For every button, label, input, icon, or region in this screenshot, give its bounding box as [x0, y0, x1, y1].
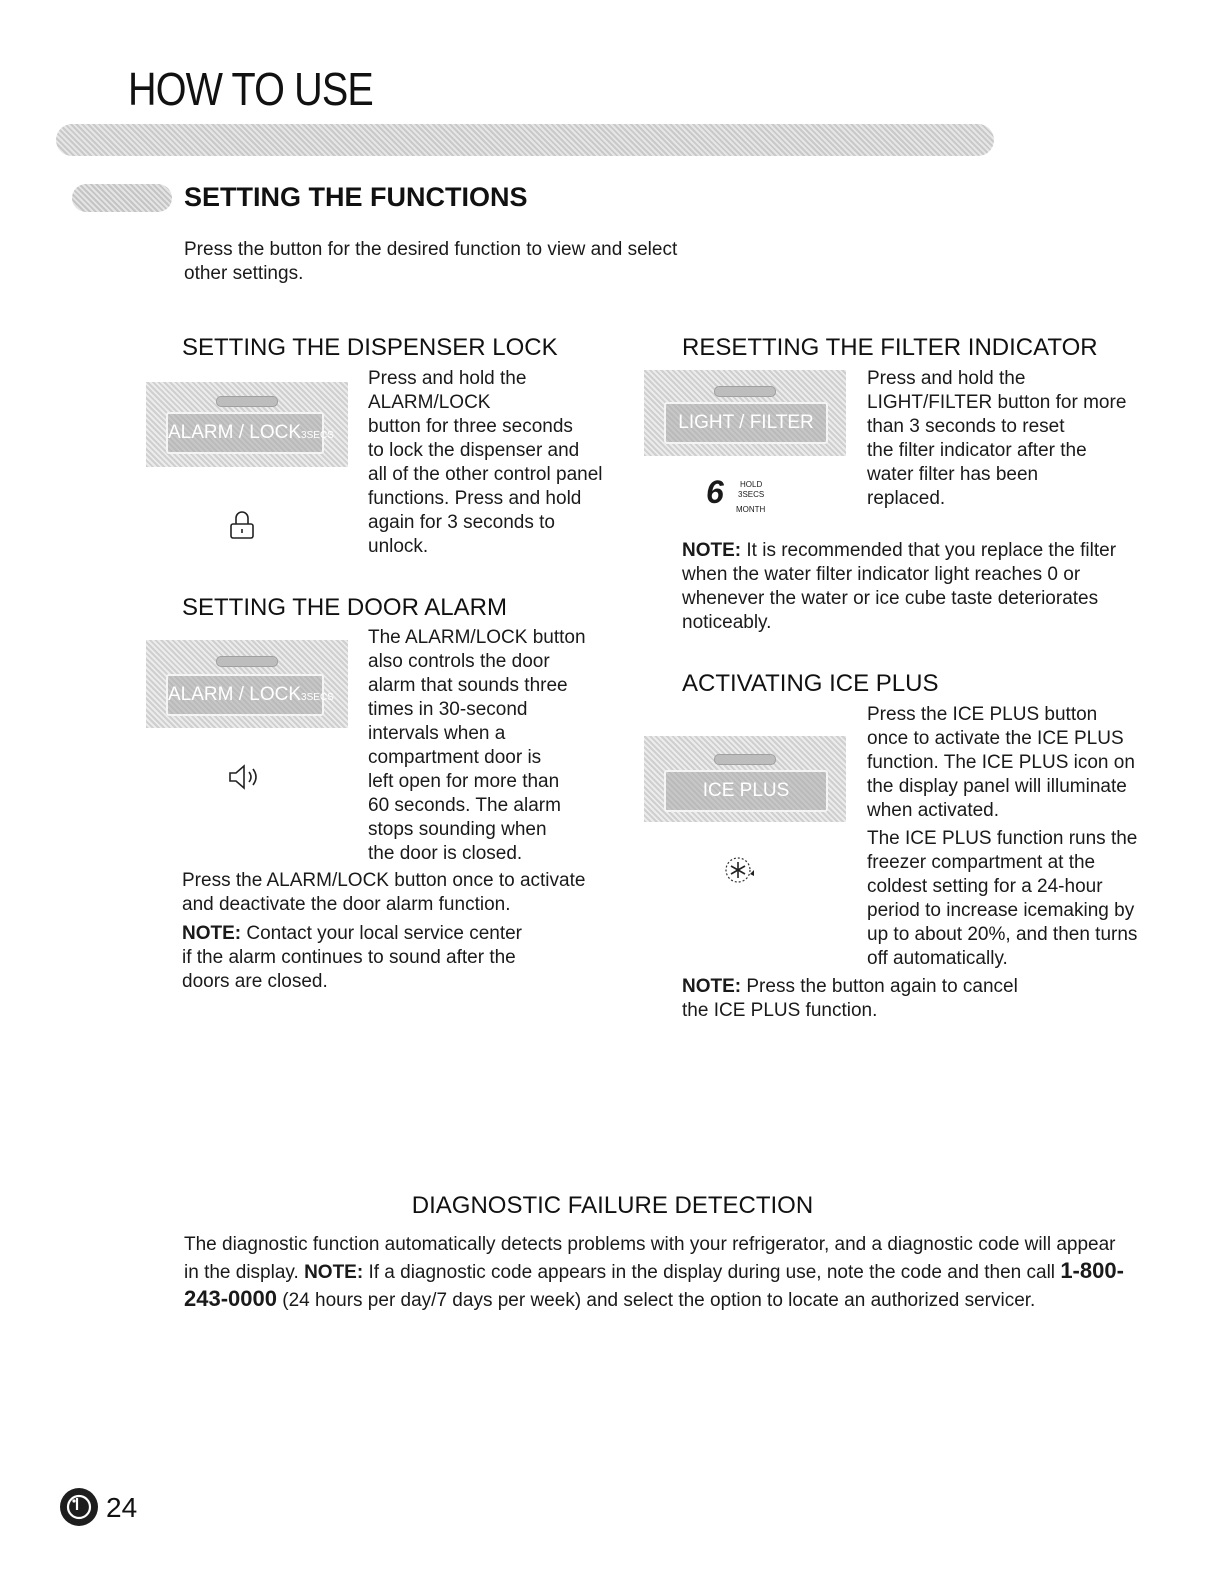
text-line: coldest setting for a 24-hour [867, 876, 1103, 897]
lock-icon [228, 508, 256, 542]
dispenser-lock-heading: SETTING THE DISPENSER LOCK [182, 334, 558, 361]
text-line: if the alarm continues to sound after the [182, 947, 516, 968]
text-line: also controls the door [368, 651, 550, 672]
dispenser-lock-panel [146, 382, 348, 467]
door-alarm-panel [146, 640, 348, 728]
ice-plus-panel [644, 736, 846, 822]
text-line: off automatically. [867, 948, 1008, 969]
note-label: NOTE: [682, 976, 742, 997]
text-line: Press the ALARM/LOCK button once to activate [182, 870, 586, 891]
alarm-lock-button: ALARM / LOCK3SECS [166, 674, 324, 716]
text-line [682, 539, 1162, 563]
text-line: function. The ICE PLUS icon on [867, 752, 1135, 773]
text-line: replaced. [867, 488, 946, 509]
text-line: functions. Press and hold [368, 488, 582, 509]
text-line: left open for more than [368, 771, 560, 792]
ice-plus-description [867, 703, 1167, 823]
indicator-light [216, 656, 278, 667]
ice-plus-details [867, 827, 1167, 971]
text-line: Press the ICE PLUS button [867, 704, 1098, 725]
text-line: when activated. [867, 800, 1000, 821]
page-number: 24 [106, 1492, 138, 1523]
text-line: stops sounding when [368, 819, 547, 840]
text-line [182, 922, 652, 946]
header-bar [56, 124, 994, 156]
text-line: the filter indicator after the [867, 440, 1087, 461]
text-line: and deactivate the door alarm function. [182, 894, 511, 915]
text-line: period to increase icemaking by [867, 900, 1135, 921]
text-line: whenever the water or ice cube taste deteriorates [682, 588, 1099, 609]
text-line: again for 3 seconds to [368, 512, 555, 533]
diagnostic-note-label: NOTE: [304, 1262, 364, 1283]
diagnostic-description [184, 1232, 1124, 1314]
text-line: than 3 seconds to reset [867, 416, 1065, 437]
text-line: LIGHT/FILTER button for more [867, 392, 1127, 413]
dispenser-lock-description [368, 367, 628, 559]
ice-plus-button: ICE PLUS [664, 770, 828, 812]
text-line: all of the other control panel [368, 464, 603, 485]
service-phone-number: 1-800-243-0000 [184, 1258, 1124, 1311]
diagnostic-text-1: The diagnostic function automatically detects problems with your refrigerator, and a diagnostic code will appear in the display. [184, 1234, 1116, 1283]
ice-plus-heading: ACTIVATING ICE PLUS [682, 670, 939, 697]
light-filter-button: LIGHT / FILTER [664, 402, 828, 444]
section-intro: Press the button for the desired function to view and select other settings. [184, 239, 678, 284]
diagnostic-text-2: If a diagnostic code appears in the display during use, note the code and then call [363, 1262, 1061, 1283]
filter-note [682, 539, 1162, 635]
text-line: the door is closed. [368, 843, 523, 864]
note-text: It is recommended that you replace the filter [741, 540, 1117, 561]
text-line: button for three seconds [368, 416, 573, 437]
note-text: Press the button again to cancel [741, 976, 1018, 997]
text-line: compartment door is [368, 747, 542, 768]
text-line: Press and hold the [368, 368, 527, 389]
text-line: freezer compartment at the [867, 852, 1096, 873]
text-line: when the water filter indicator light reaches 0 or [682, 564, 1081, 585]
filter-hold-label: HOLD [740, 480, 763, 489]
filter-indicator-display [706, 474, 786, 518]
text-line: once to activate the ICE PLUS [867, 728, 1124, 749]
filter-secs-label: 3SECS [738, 490, 765, 499]
text-line: noticeably. [682, 612, 772, 633]
text-line: the display panel will illuminate [867, 776, 1127, 797]
text-line: doors are closed. [182, 971, 328, 992]
text-line [682, 975, 1162, 999]
text-line: The ALARM/LOCK button [368, 627, 586, 648]
diagnostic-text-3: (24 hours per day/7 days per week) and select the option to locate an authorized servicer. [276, 1290, 1036, 1311]
filter-indicator-digit: 6 [706, 474, 724, 510]
filter-description [867, 367, 1167, 511]
text-line: to lock the dispenser and [368, 440, 580, 461]
note-text: Contact your local service center [241, 923, 523, 944]
door-alarm-heading: SETTING THE DOOR ALARM [182, 594, 507, 621]
filter-month-label: MONTH [736, 505, 766, 514]
text-line: ALARM/LOCK [368, 392, 491, 413]
note-label: NOTE: [182, 923, 242, 944]
indicator-light [216, 396, 278, 407]
indicator-light [714, 754, 776, 765]
text-line: The ICE PLUS function runs the [867, 828, 1138, 849]
ice-plus-note [682, 975, 1162, 1023]
door-alarm-note [182, 922, 652, 994]
door-alarm-instructions [182, 869, 652, 917]
section-title: SETTING THE FUNCTIONS [184, 182, 528, 212]
door-alarm-description [368, 626, 628, 866]
text-line: Press and hold the [867, 368, 1026, 389]
filter-panel [644, 370, 846, 456]
text-line: intervals when a [368, 723, 506, 744]
snowflake-icon [720, 852, 760, 888]
lg-logo-icon [58, 1486, 100, 1528]
text-line: up to about 20%, and then turns [867, 924, 1138, 945]
speaker-icon [228, 763, 264, 791]
text-line: alarm that sounds three [368, 675, 568, 696]
section-marker [72, 184, 172, 212]
diagnostic-heading: DIAGNOSTIC FAILURE DETECTION [411, 1192, 814, 1219]
text-line: 60 seconds. The alarm [368, 795, 561, 816]
filter-heading: RESETTING THE FILTER INDICATOR [682, 334, 1098, 361]
indicator-light [714, 386, 776, 397]
text-line: times in 30-second [368, 699, 528, 720]
text-line: the ICE PLUS function. [682, 1000, 878, 1021]
page-header-title: HOW TO USE [128, 63, 373, 115]
note-label: NOTE: [682, 540, 742, 561]
text-line: water filter has been [867, 464, 1039, 485]
text-line: unlock. [368, 536, 429, 557]
alarm-lock-button: ALARM / LOCK3SECS [166, 412, 324, 454]
